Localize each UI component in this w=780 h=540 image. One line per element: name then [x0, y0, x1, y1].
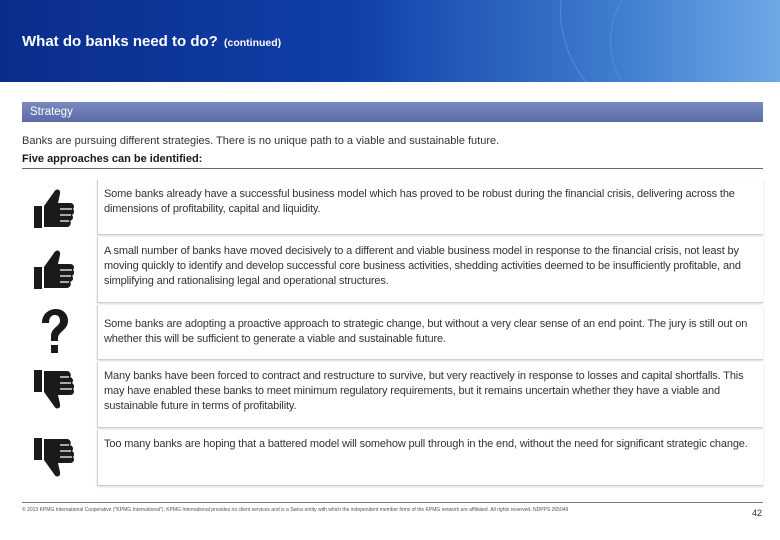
list-item — [22, 237, 763, 305]
intro-text: Banks are pursuing different strategies. There is no unique path to a viable and sustainable future. — [22, 135, 500, 147]
approach-text: Many banks have been forced to contract and restructure to survive, but very reactively in response to losses and capital shortfalls. This may have enabled these banks to meet minimum regulatory requirements, but it remains uncertain whether they have a viable and sustainable future in terms of profitability. — [97, 362, 763, 428]
approach-text: Too many banks are hoping that a battered model will somehow pull through in the end, without the need for significant strategic change. — [97, 430, 763, 486]
list-item — [22, 305, 763, 362]
list-item — [22, 430, 763, 488]
subheading: Five approaches can be identified: — [22, 153, 203, 165]
approaches-list — [22, 180, 763, 488]
thumbs-up-icon — [30, 245, 78, 293]
thumbs-down-icon — [30, 434, 78, 482]
footer-divider — [22, 502, 763, 503]
list-item — [22, 362, 763, 430]
page-title-subtitle: (continued) — [224, 37, 282, 49]
page-number: 42 — [751, 508, 762, 518]
list-item — [22, 180, 763, 237]
approach-text: Some banks already have a successful business model which has proved to be robust during the financial crisis, delivering across the dimensions of profitability, capital and liquidity. — [97, 180, 763, 235]
header-decoration — [610, 0, 780, 82]
page-title — [22, 33, 281, 50]
approach-text: Some banks are adopting a proactive approach to strategic change, but without a very clear sense of an end point. The jury is still out on whether this will be sufficient to generate a viable and sustainable future. — [97, 305, 763, 360]
question-mark-icon — [30, 307, 78, 355]
section-bar-strategy: Strategy — [22, 102, 763, 122]
approach-text: A small number of banks have moved decisively to a different and viable business model in response to the financial crisis, not least by moving quickly to identify and develop successful core business activities, shedding activities deemed to be insufficiently profitable, and simplifying and rationalising legal and operational structures. — [97, 237, 763, 303]
thumbs-down-icon — [30, 366, 78, 414]
divider — [22, 168, 763, 169]
header-banner — [0, 0, 780, 82]
footer-copyright: © 2013 KPMG International Cooperative ("KPMG International"). KPMG International provides no client services and is a Swiss entity with which the independent member firms of the KPMG network are affiliated. All rights reserved. NDPPS 265049 — [22, 507, 569, 513]
page-title-text: What do banks need to do? — [22, 33, 218, 50]
thumbs-up-icon — [30, 184, 78, 232]
